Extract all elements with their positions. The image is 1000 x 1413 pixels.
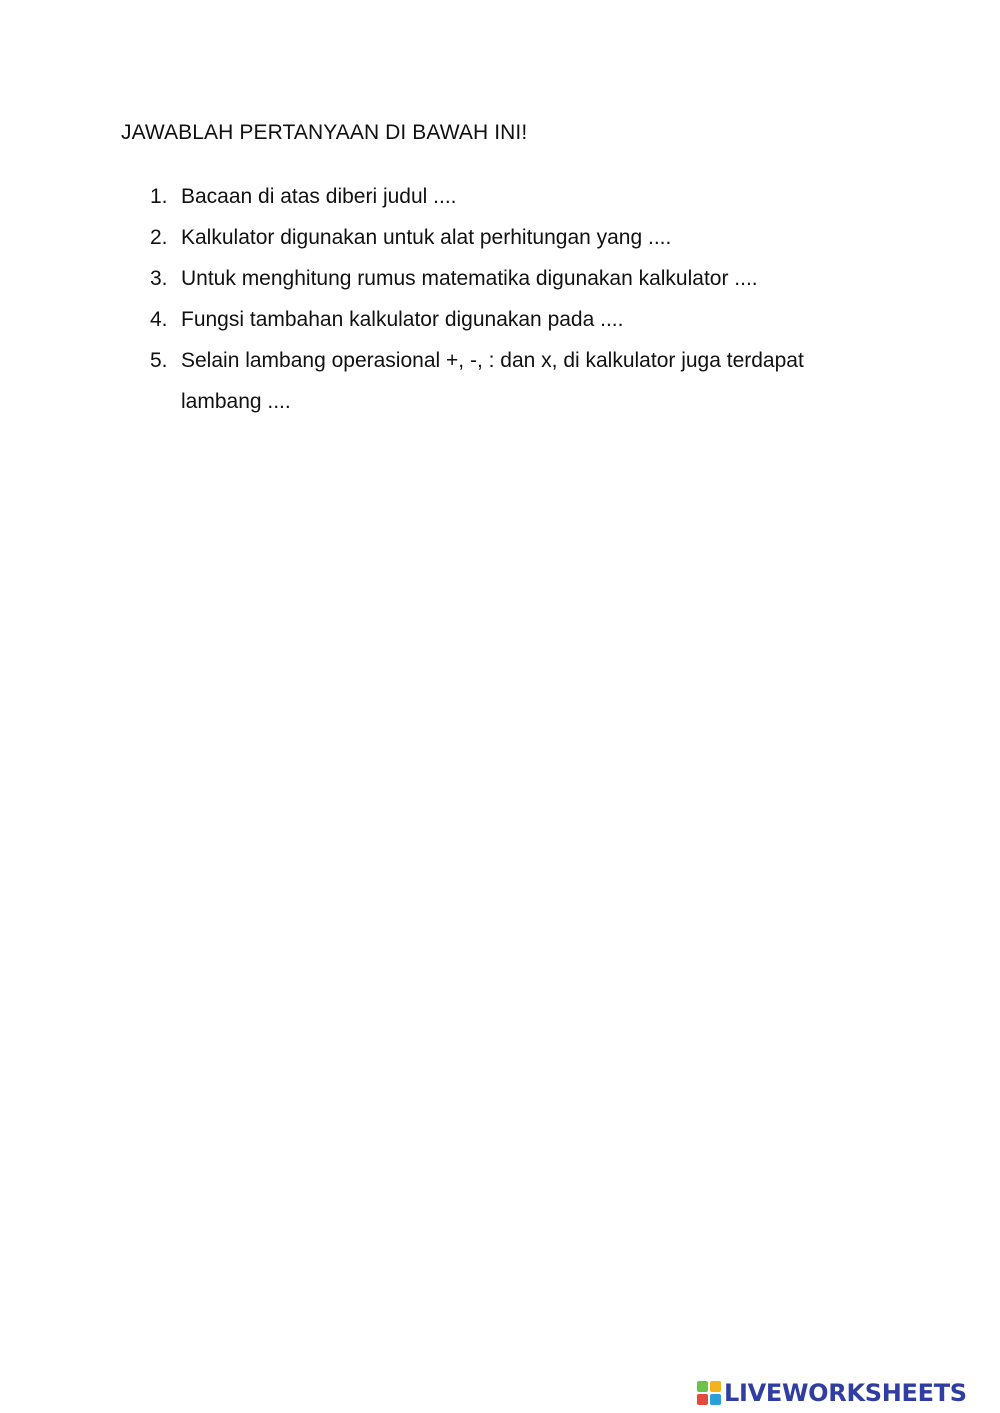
liveworksheets-logo-text: LIVEWORKSHEETS xyxy=(724,1379,967,1407)
question-item xyxy=(150,340,890,422)
worksheet-heading: JAWABLAH PERTANYAAN DI BAWAH INI! xyxy=(121,121,528,144)
question-list xyxy=(150,176,890,422)
liveworksheets-brand xyxy=(697,1378,967,1408)
question-text: Fungsi tambahan kalkulator digunakan pada .... xyxy=(181,308,624,331)
question-number: 1. xyxy=(150,185,168,208)
logo-tile-green xyxy=(697,1381,708,1392)
logo-tile-blue xyxy=(710,1394,721,1405)
question-number: 3. xyxy=(150,267,168,290)
question-item xyxy=(150,258,890,299)
question-text: Untuk menghitung rumus matematika digunakan kalkulator .... xyxy=(181,267,758,290)
logo-tile-red xyxy=(697,1394,708,1405)
question-item xyxy=(150,176,890,217)
question-item xyxy=(150,299,890,340)
liveworksheets-logo-icon xyxy=(697,1381,721,1405)
question-text: Kalkulator digunakan untuk alat perhitungan yang .... xyxy=(181,226,672,249)
question-text: Selain lambang operasional +, -, : dan x, di kalkulator juga terdapat lambang .... xyxy=(181,349,804,413)
question-number: 2. xyxy=(150,226,168,249)
question-item xyxy=(150,217,890,258)
question-number: 5. xyxy=(150,349,168,372)
logo-tile-yellow xyxy=(710,1381,721,1392)
question-text: Bacaan di atas diberi judul .... xyxy=(181,185,457,208)
question-number: 4. xyxy=(150,308,168,331)
